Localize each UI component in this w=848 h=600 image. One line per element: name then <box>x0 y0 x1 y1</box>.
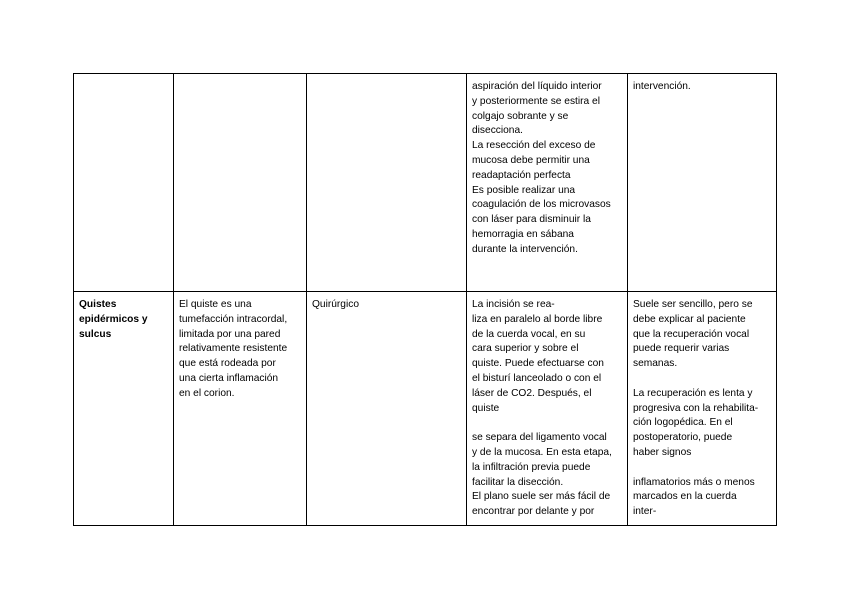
cell-text-line: hemorragia en sábana <box>472 228 574 240</box>
cell-text-line: puede requerir varias <box>633 343 730 355</box>
table-cell <box>307 74 467 292</box>
table-cell <box>74 74 174 292</box>
cell-text-line: semanas. <box>633 358 678 370</box>
table-cell <box>174 74 307 292</box>
description-cell <box>174 292 307 526</box>
paragraph-gap <box>633 461 771 476</box>
cell-text-line: La resección del exceso de <box>472 140 596 152</box>
cell-text-line: debe explicar al paciente <box>633 313 746 325</box>
cell-text-line: haber signos <box>633 446 692 458</box>
cell-text-line: ción logopédica. En el <box>633 417 733 429</box>
cell-text-line: y posteriormente se estira el <box>472 95 600 107</box>
cell-text-line: tumefacción intracordal, <box>179 313 288 325</box>
table-cell <box>467 74 628 292</box>
table-row <box>74 74 777 292</box>
cell-text-line: El quiste es una <box>179 299 252 310</box>
cell-text-line: durante la intervención. <box>472 243 578 255</box>
cell-text-line: readaptación perfecta <box>472 169 571 181</box>
cell-text-line: una cierta inflamación <box>179 372 279 384</box>
cell-text-line: en el corion. <box>179 387 235 399</box>
cell-text-line: cara superior y sobre el <box>472 343 579 355</box>
cell-text-line: encontrar por delante y por <box>472 506 595 518</box>
recovery-cell <box>628 292 777 526</box>
cell-text-line: que está rodeada por <box>179 358 276 370</box>
cell-text-line: colgajo sobrante y se <box>472 110 569 122</box>
cell-text-line: inter- <box>633 506 657 518</box>
cell-text-line: liza en paralelo al borde libre <box>472 313 603 325</box>
cell-text-line: relativamente resistente <box>179 343 288 355</box>
cell-text-line: marcados en la cuerda <box>633 491 737 503</box>
condition-name-cell <box>74 292 174 526</box>
cell-text-line: mucosa debe permitir una <box>472 154 590 166</box>
cell-text-line: coagulación de los microvasos <box>472 199 611 211</box>
cell-text-line: quiste <box>472 402 500 414</box>
cell-text-line: sulcus <box>79 328 112 340</box>
cell-text-line: Suele ser sencillo, pero se <box>633 299 753 310</box>
cell-text-line: limitada por una pared <box>179 328 281 340</box>
cell-text-line: Quirúrgico <box>312 299 359 310</box>
cell-text-line: La recuperación es lenta y <box>633 387 753 399</box>
table-cell <box>628 74 777 292</box>
cell-text-line: Quistes <box>79 299 117 310</box>
cell-text-line: epidérmicos y <box>79 313 148 325</box>
cell-text-line: láser de CO2. Después, el <box>472 387 592 399</box>
cell-text-line: aspiración del líquido interior <box>472 81 602 92</box>
cell-text-line: la infiltración previa puede <box>472 461 591 473</box>
cell-text-line: El plano suele ser más fácil de <box>472 491 611 503</box>
treatment-type-cell <box>307 292 467 526</box>
cell-text-line: Es posible realizar una <box>472 184 576 196</box>
paragraph-gap <box>472 416 622 431</box>
procedure-cell <box>467 292 628 526</box>
cell-text-line: con láser para disminuir la <box>472 214 591 226</box>
cell-text-line: intervención. <box>633 81 691 92</box>
cell-text-line: el bisturí lanceolado o con el <box>472 372 602 384</box>
cell-text-line: inflamatorios más o menos <box>633 476 755 488</box>
cell-text-line: disecciona. <box>472 125 523 137</box>
cell-text-line: progresiva con la rehabilita- <box>633 402 759 414</box>
cell-text-line: se separa del ligamento vocal <box>472 432 607 444</box>
table-row <box>74 292 777 526</box>
cell-text-line: y de la mucosa. En esta etapa, <box>472 446 612 458</box>
cell-text-line: facilitar la disección. <box>472 476 564 488</box>
cell-text-line: postoperatorio, puede <box>633 432 733 444</box>
cell-text-line: que la recuperación vocal <box>633 328 750 340</box>
cell-text-line: La incisión se rea- <box>472 299 555 310</box>
paragraph-gap <box>633 372 771 387</box>
cell-text-line: de la cuerda vocal, en su <box>472 328 586 340</box>
treatment-table <box>73 73 777 526</box>
cell-text-line: quiste. Puede efectuarse con <box>472 358 604 370</box>
